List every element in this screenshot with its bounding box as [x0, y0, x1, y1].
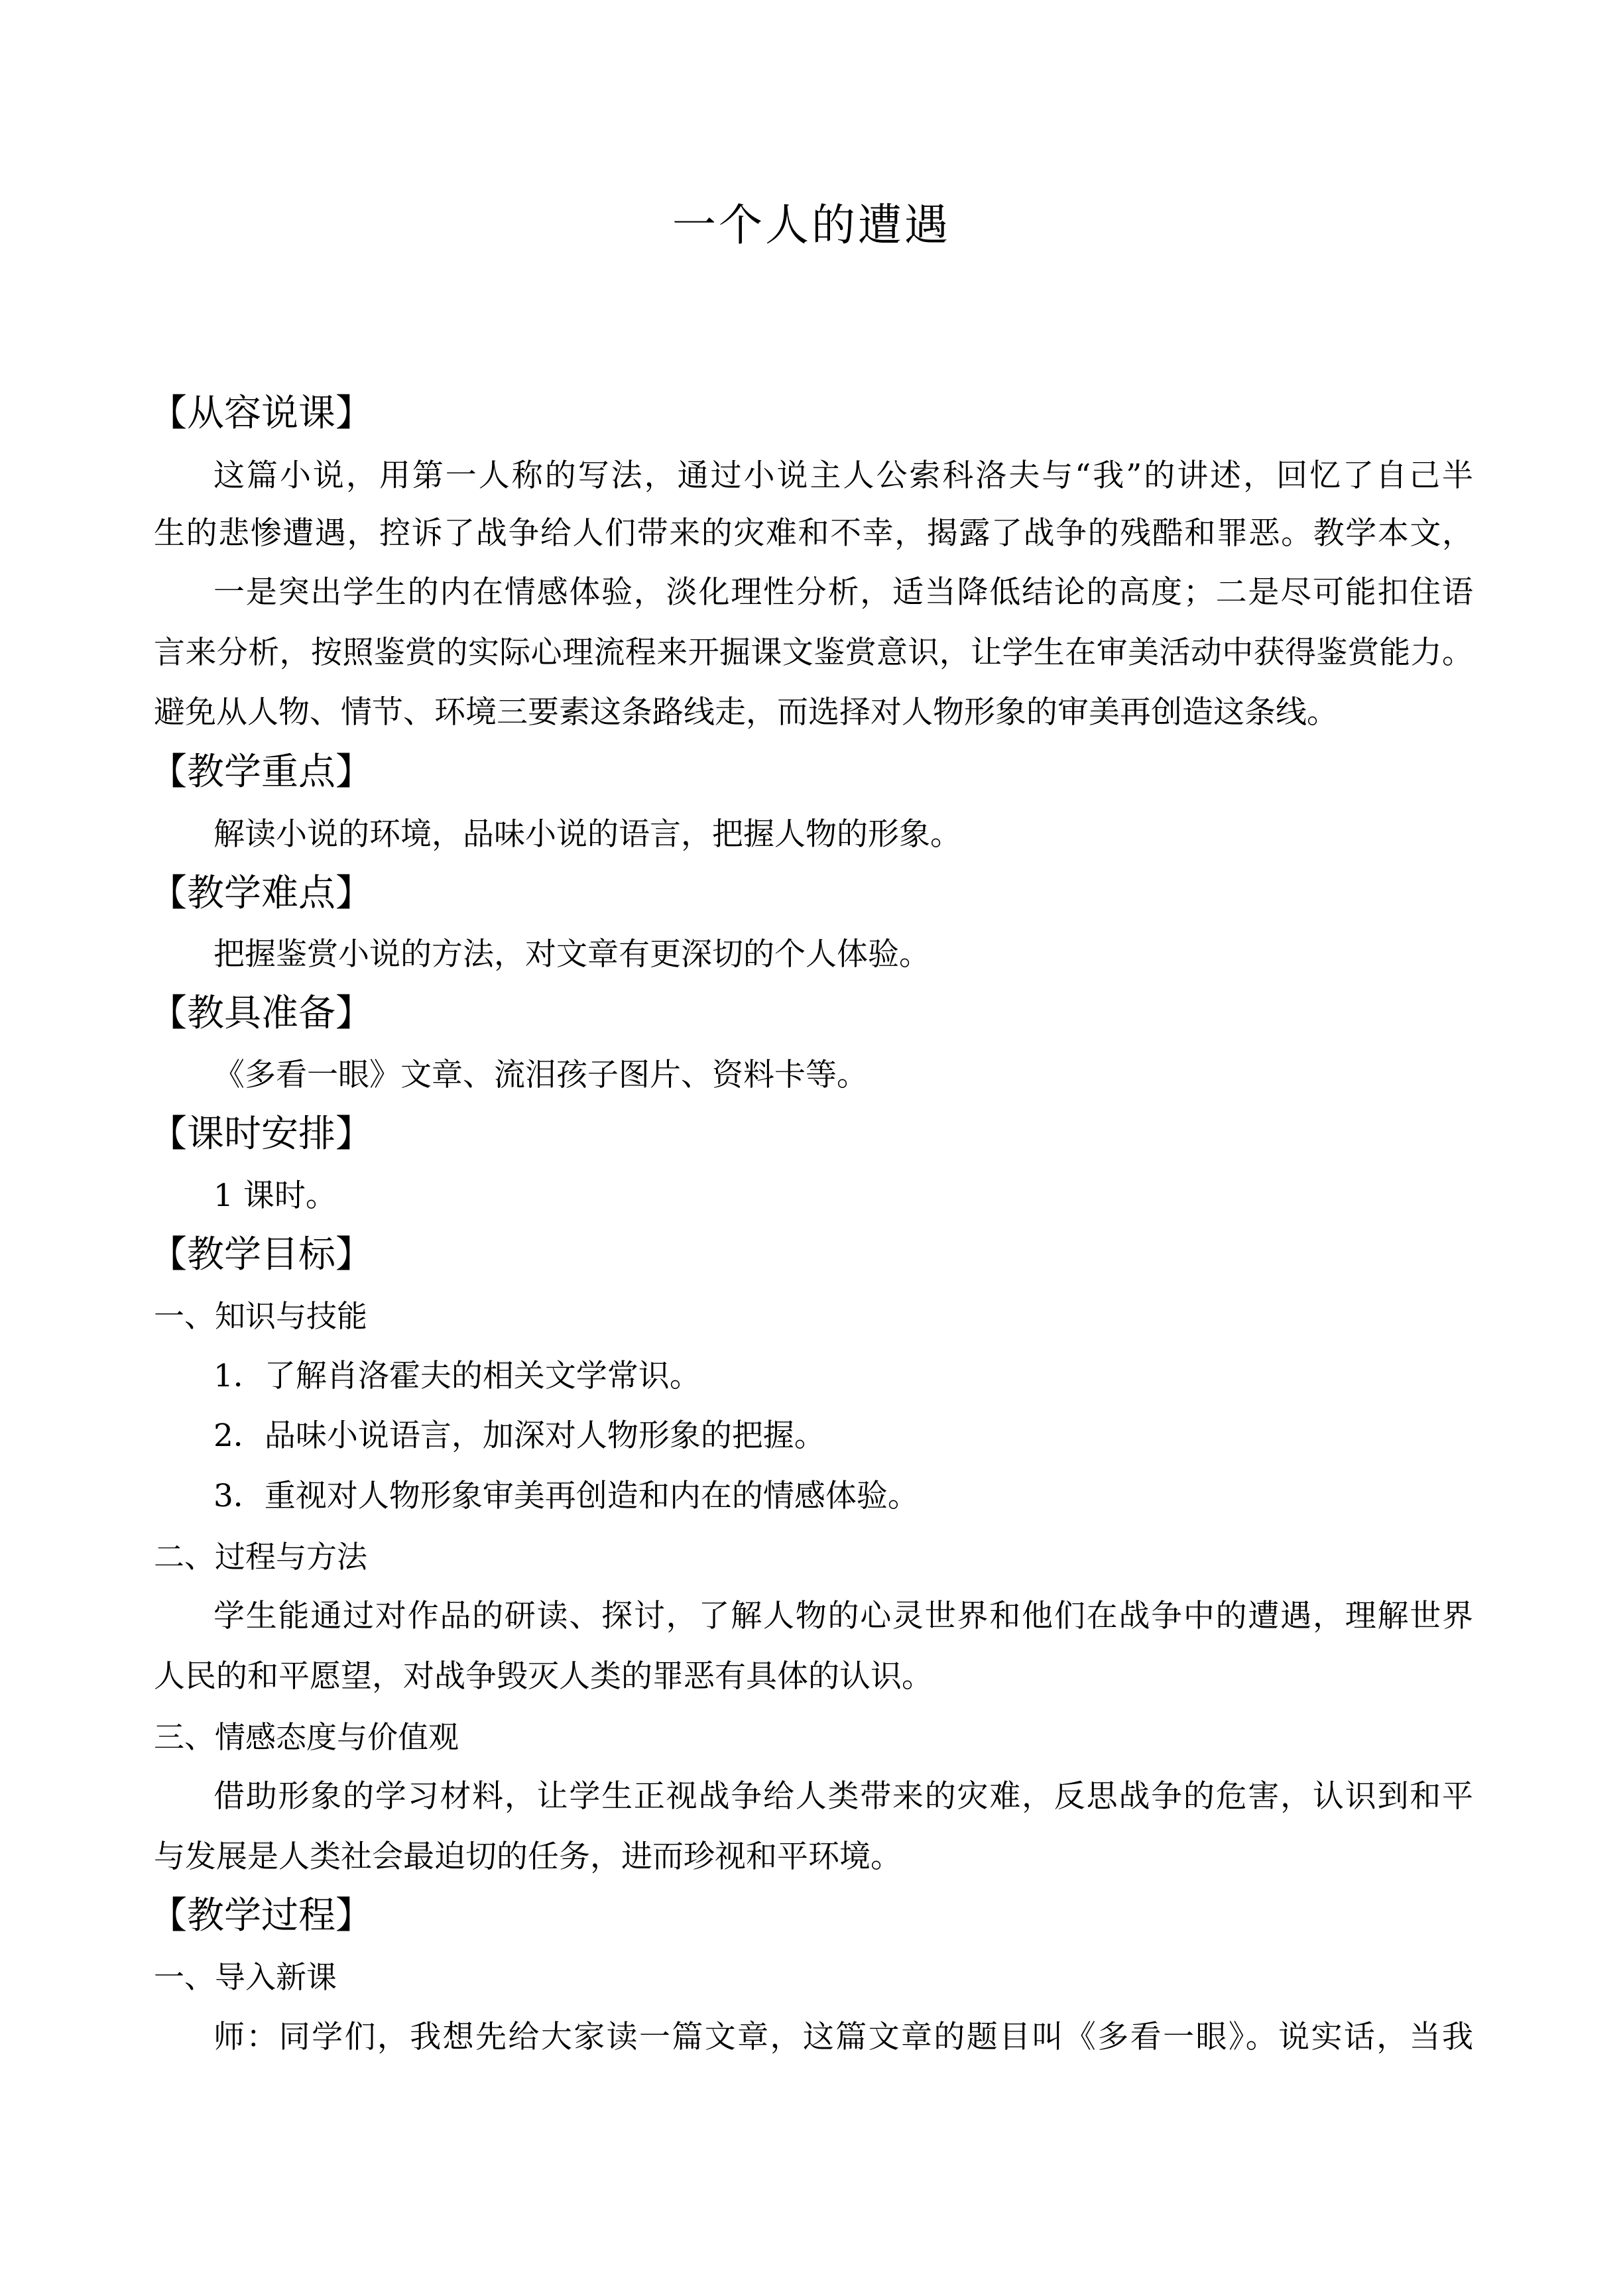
- section-heading-nandian: 【教学难点】: [150, 872, 373, 915]
- section-heading-jiaoju: 【教具准备】: [150, 992, 373, 1035]
- paragraph-line: 人民的和平愿望，对战争毁灭人类的罪恶有具体的认识。: [154, 1658, 933, 1695]
- paragraph-line: 与发展是人类社会最迫切的任务，进而珍视和平环境。: [154, 1839, 902, 1875]
- paragraph-line: 避免从人物、情节、环境三要素这条路线走，而选择对人物形象的审美再创造这条线。: [154, 694, 1338, 731]
- paragraph-line: 借助形象的学习材料，让学生正视战争给人类带来的灾难，反思战争的危害，认识到和平: [213, 1778, 1473, 1815]
- list-item: 1．了解肖洛霍夫的相关文学常识。: [213, 1358, 701, 1394]
- paragraph-line: 解读小说的环境，品味小说的语言，把握人物的形象。: [213, 816, 961, 853]
- section-heading-zhongdian: 【教学重点】: [150, 751, 373, 794]
- paragraph-line: 言来分析，按照鉴赏的实际心理流程来开掘课文鉴赏意识，让学生在审美活动中获得鉴赏能力。: [154, 634, 1473, 671]
- paragraph-line: 这篇小说，用第一人称的写法，通过小说主人公索科洛夫与“我”的讲述，回忆了自己半: [213, 457, 1473, 494]
- paragraph-line: 把握鉴赏小说的方法，对文章有更深切的个人体验。: [213, 936, 930, 973]
- section-heading-shuoke: 【从容说课】: [150, 392, 373, 435]
- subheading: 一、导入新课: [154, 1959, 337, 1995]
- subheading: 三、情感态度与价值观: [154, 1719, 459, 1755]
- paragraph-line: 1 课时。: [213, 1178, 337, 1214]
- list-item: 3．重视对人物形象审美再创造和内在的情感体验。: [213, 1478, 919, 1514]
- paragraph-line: 学生能通过对作品的研读、探讨，了解人物的心灵世界和他们在战争中的遭遇，理解世界: [213, 1598, 1473, 1634]
- section-heading-guocheng: 【教学过程】: [150, 1894, 373, 1937]
- paragraph-line: 生的悲惨遭遇，控诉了战争给人们带来的灾难和不幸，揭露了战争的残酷和罪恶。教学本文，: [154, 515, 1473, 552]
- paragraph-line: 《多看一眼》文章、流泪孩子图片、资料卡等。: [213, 1057, 868, 1093]
- document-title: 一个人的遭遇: [672, 200, 951, 251]
- section-heading-keshi: 【课时安排】: [150, 1113, 373, 1156]
- section-heading-mubiao: 【教学目标】: [150, 1233, 373, 1276]
- subheading: 二、过程与方法: [154, 1539, 367, 1575]
- list-item: 2．品味小说语言，加深对人物形象的把握。: [213, 1418, 825, 1454]
- paragraph-line: 师：同学们，我想先给大家读一篇文章，这篇文章的题目叫《多看一眼》。说实话，当我: [213, 2019, 1473, 2055]
- subheading: 一、知识与技能: [154, 1298, 367, 1334]
- paragraph-line: 一是突出学生的内在情感体验，淡化理性分析，适当降低结论的高度；二是尽可能扣住语: [213, 574, 1473, 611]
